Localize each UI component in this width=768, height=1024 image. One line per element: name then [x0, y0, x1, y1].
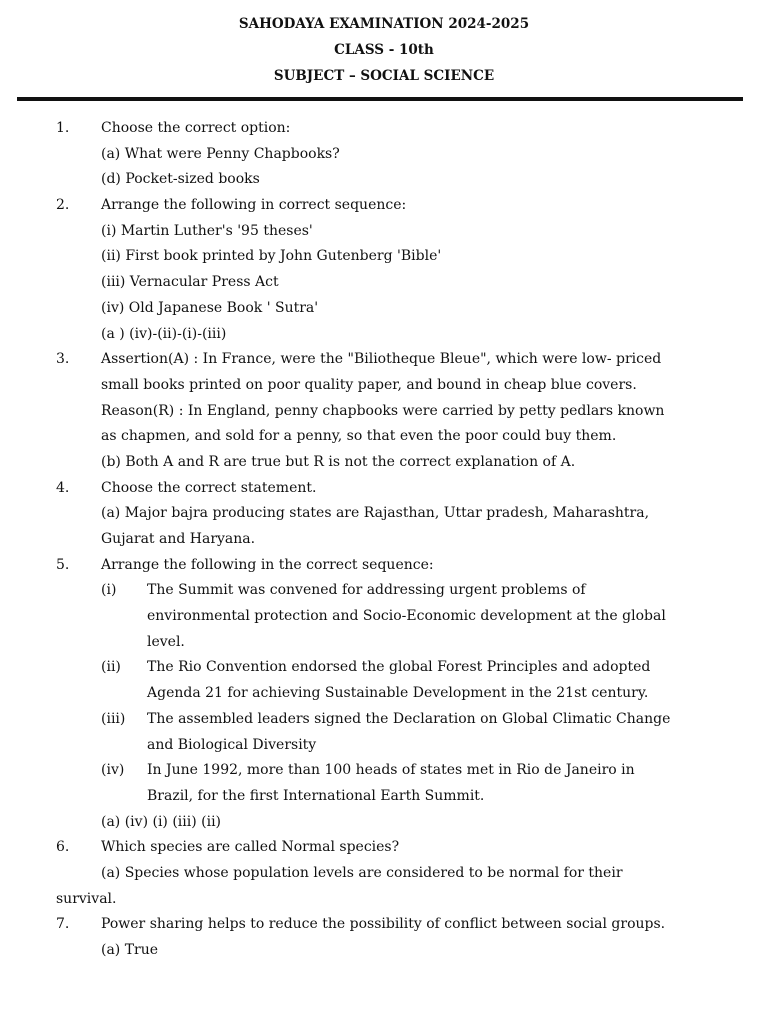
question-3	[0, 347, 768, 373]
answer-text: (b) Both A and R are true but R is not the correct explanation of A.	[101, 453, 576, 470]
sub-item-text: environmental protection and Socio-Economic development at the global	[147, 608, 666, 625]
question-number: 7.	[56, 916, 70, 933]
question-number: 1.	[56, 120, 70, 136]
question-text: Arrange the following in the correct sequence:	[101, 556, 434, 573]
question-number: 6.	[56, 839, 70, 856]
class-label: CLASS - 10th	[334, 42, 434, 58]
question-text: (a) What were Penny Chapbooks?	[101, 145, 340, 162]
sub-item-text: The Summit was convened for addressing urgent problems of	[147, 582, 586, 599]
question-text: Choose the correct statement.	[101, 479, 317, 496]
option-text: (i) Martin Luther's '95 theses'	[101, 222, 313, 239]
question-5	[0, 553, 768, 579]
option-text: (iii) Vernacular Press Act	[101, 274, 279, 291]
question-text: Choose the correct option:	[101, 120, 291, 136]
question-text: Arrange the following in correct sequence:	[101, 197, 407, 214]
sub-item-text: level.	[147, 633, 185, 650]
answer-text: survival.	[56, 890, 117, 907]
header-divider	[17, 97, 743, 101]
answer-text: Gujarat and Haryana.	[101, 531, 256, 547]
question-text: Assertion(A) : In France, were the "Biliotheque Bleue", which were low- priced	[101, 351, 662, 368]
sub-item-text: and Biological Diversity	[147, 736, 317, 753]
sub-item-text: Agenda 21 for achieving Sustainable Development in the 21st century.	[147, 685, 649, 702]
sub-item-text: Brazil, for the first International Earth Summit.	[147, 787, 485, 804]
answer-text: (a) (iv) (i) (iii) (ii)	[101, 813, 222, 830]
question-7	[0, 912, 768, 938]
sub-item-label: (i)	[101, 582, 117, 599]
sub-item	[0, 707, 768, 733]
answer-text: (d) Pocket-sized books	[101, 171, 260, 188]
answer-text: (a) Major bajra producing states are Rajasthan, Uttar pradesh, Maharashtra,	[101, 505, 650, 522]
answer-text: (a ) (iv)-(ii)-(i)-(iii)	[101, 325, 227, 342]
question-list	[0, 116, 768, 964]
question-number: 5.	[56, 556, 70, 573]
option-text: (iv) Old Japanese Book ' Sutra'	[101, 299, 319, 316]
question-text: Which species are called Normal species?	[101, 839, 400, 856]
question-2	[0, 193, 768, 219]
question-text: Reason(R) : In England, penny chapbooks were carried by petty pedlars known	[101, 402, 665, 419]
sub-item	[0, 655, 768, 681]
answer-text: (a) Species whose population levels are considered to be normal for their	[101, 864, 623, 881]
question-number: 3.	[56, 351, 70, 368]
question-text: Power sharing helps to reduce the possibility of conflict between social groups.	[101, 916, 666, 933]
sub-item-text: The assembled leaders signed the Declaration on Global Climatic Change	[147, 710, 671, 727]
sub-item-text: The Rio Convention endorsed the global Forest Principles and adopted	[147, 659, 651, 676]
option-text: (ii) First book printed by John Gutenberg 'Bible'	[101, 248, 442, 265]
answer-text: (a) True	[101, 942, 159, 958]
exam-title: SAHODAYA EXAMINATION 2024-2025	[238, 16, 530, 32]
question-1	[0, 116, 768, 142]
sub-item	[0, 578, 768, 604]
sub-item-text: In June 1992, more than 100 heads of states met in Rio de Janeiro in	[147, 762, 635, 779]
question-number: 2.	[56, 197, 70, 214]
question-6	[0, 835, 768, 861]
question-4	[0, 476, 768, 502]
sub-item-label: (iv)	[101, 762, 125, 779]
sub-item-label: (ii)	[101, 659, 121, 676]
question-number: 4.	[56, 479, 70, 496]
sub-item-label: (iii)	[101, 710, 126, 727]
question-text: as chapmen, and sold for a penny, so that even the poor could buy them.	[101, 428, 617, 445]
question-text: small books printed on poor quality paper, and bound in cheap blue covers.	[101, 376, 637, 393]
subject-label: SUBJECT – SOCIAL SCIENCE	[273, 68, 495, 84]
sub-item	[0, 758, 768, 784]
